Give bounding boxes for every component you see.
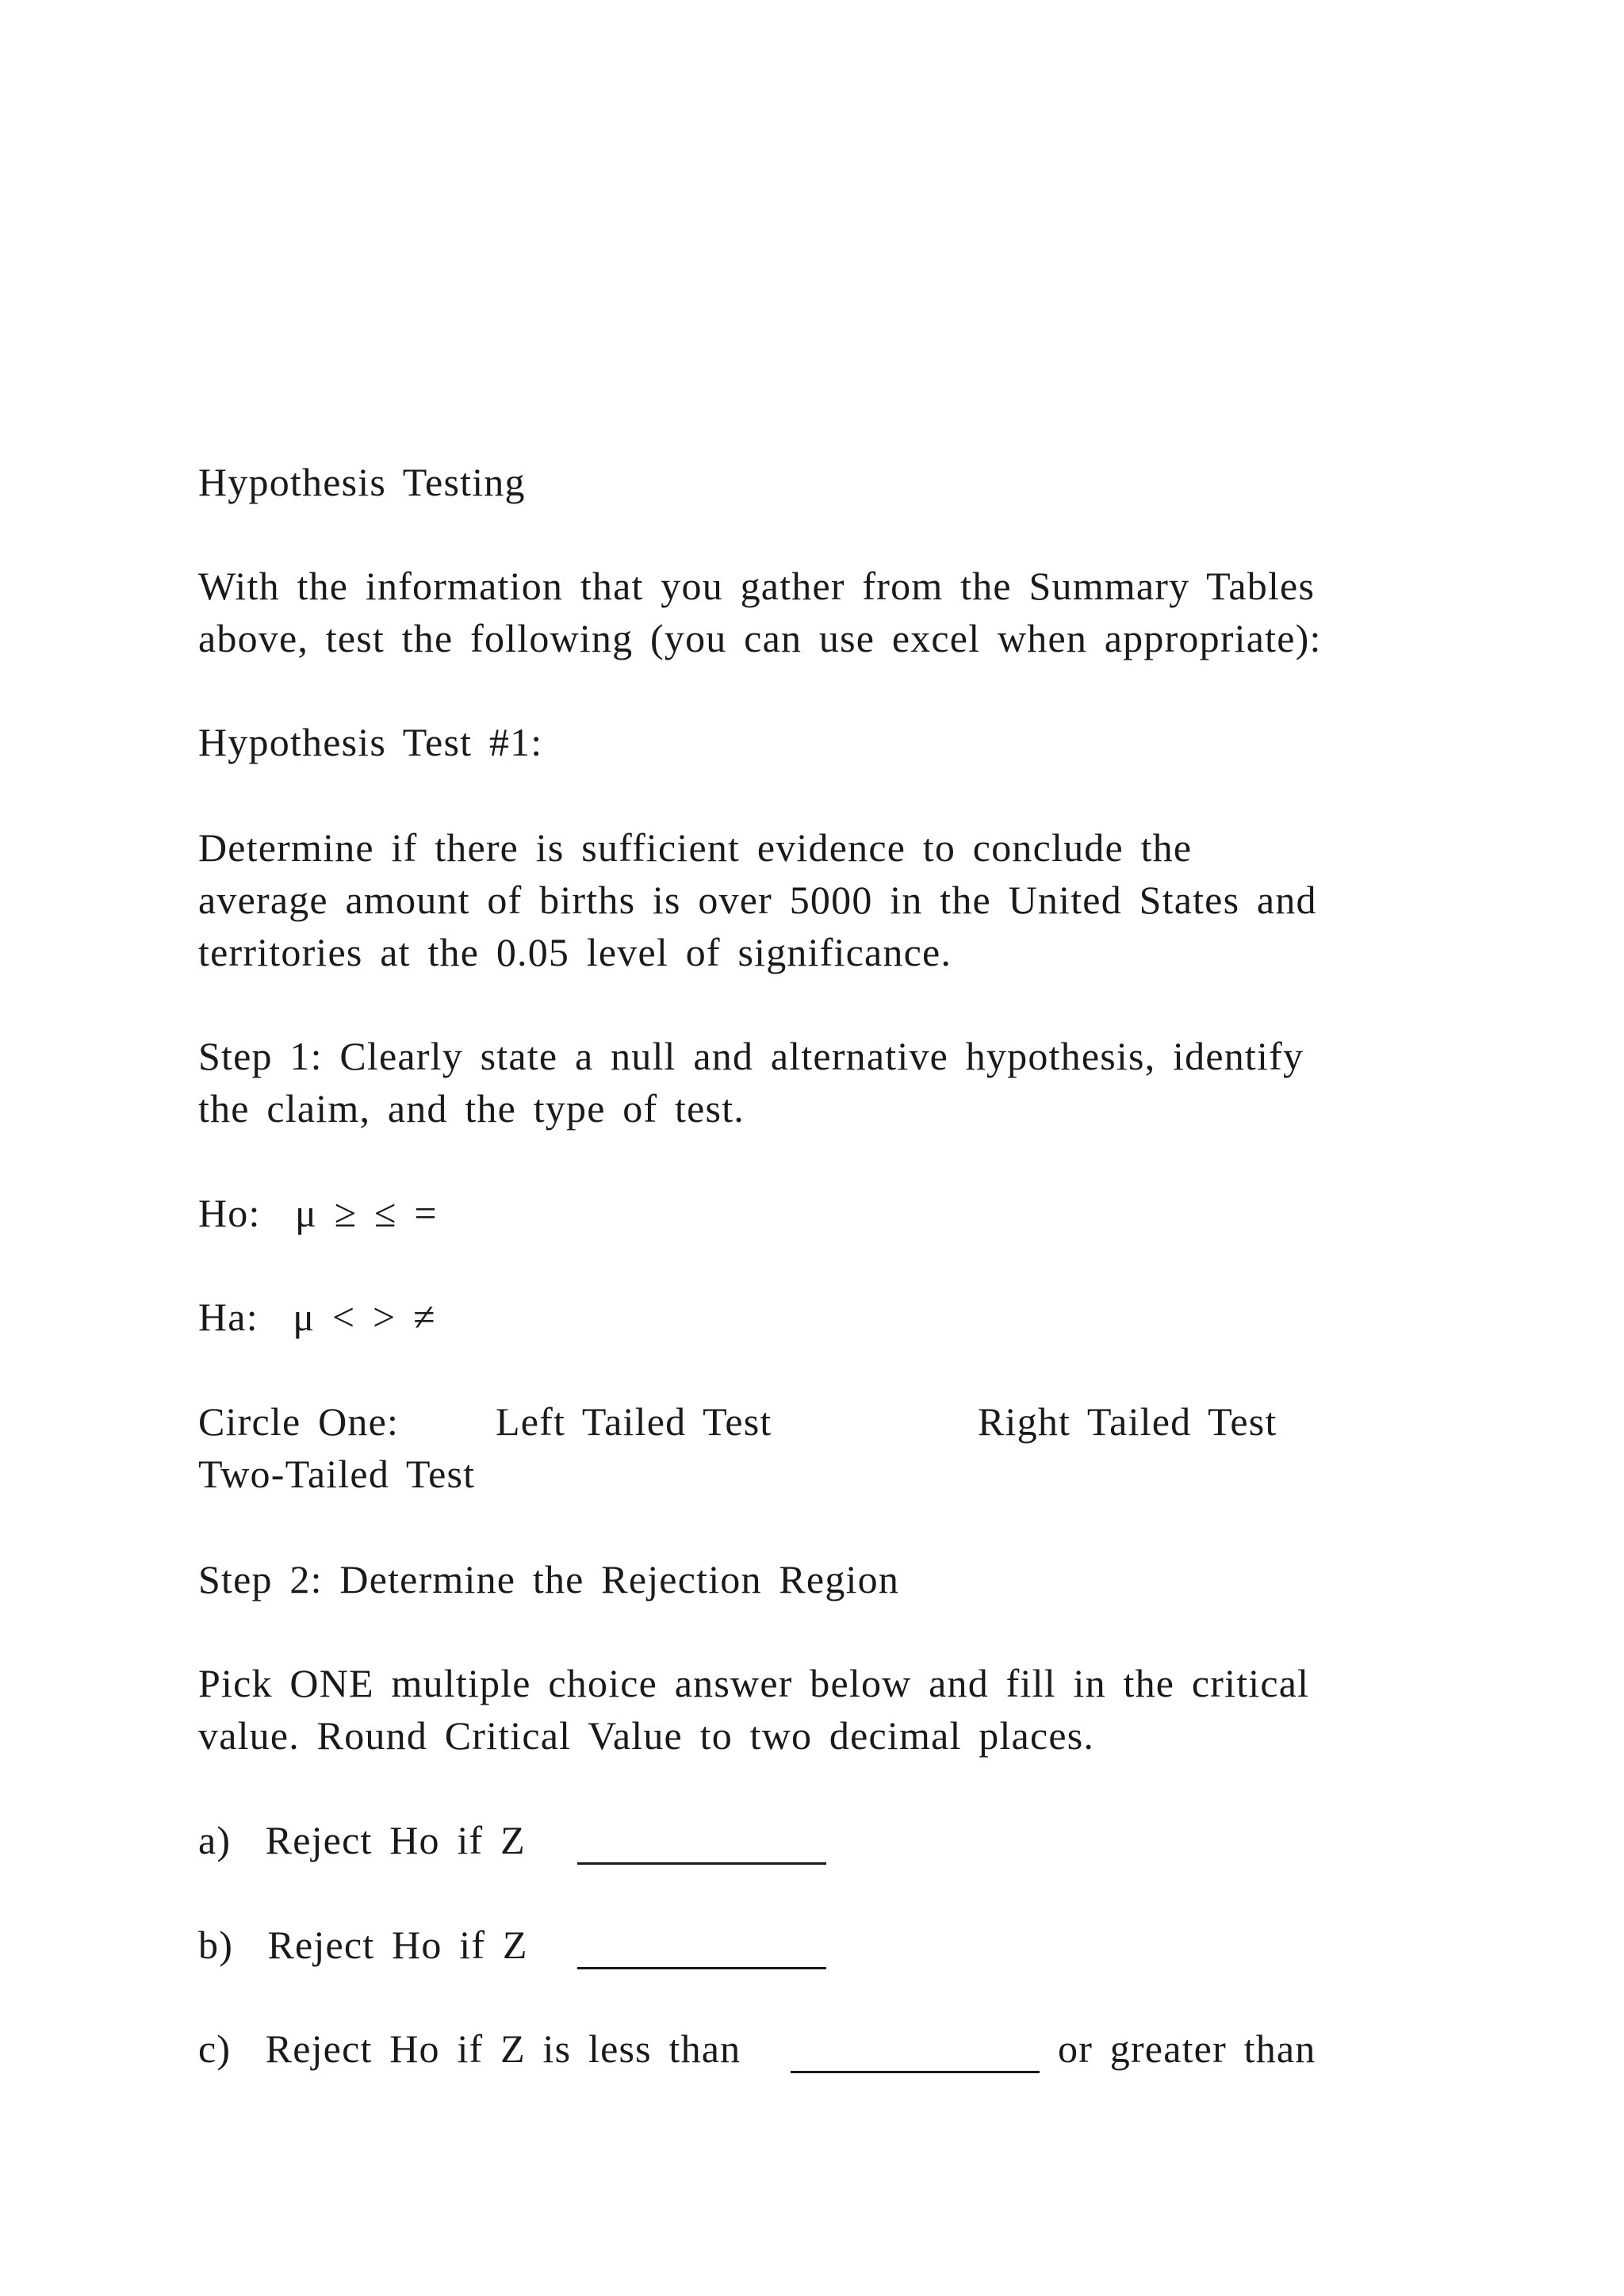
choice-a-blank[interactable] [577, 1827, 826, 1865]
choice-a: a) Reject Ho if Z [198, 1818, 526, 1862]
pick-line-2: value. Round Critical Value to two decimal places. [198, 1713, 1095, 1758]
step2-heading: Step 2: Determine the Rejection Region [198, 1557, 900, 1601]
option-right-tailed[interactable]: Right Tailed Test [978, 1399, 1277, 1444]
question-line-2: average amount of births is over 5000 in the United States and [198, 878, 1317, 922]
choice-c-prefix: c) Reject Ho if Z is less than [198, 2026, 741, 2071]
question-line-3: territories at the 0.05 level of significance. [198, 930, 952, 974]
choice-b: b) Reject Ho if Z [198, 1923, 528, 1967]
option-two-tailed[interactable]: Two-Tailed Test [198, 1452, 476, 1496]
choice-b-blank[interactable] [577, 1932, 826, 1969]
intro-line-2: above, test the following (you can use excel when appropriate): [198, 616, 1322, 660]
alt-hypothesis: Ha: μ < > ≠ [198, 1295, 436, 1339]
circle-one-label: Circle One: [198, 1399, 400, 1444]
question-line-1: Determine if there is sufficient evidence to conclude the [198, 825, 1193, 870]
step1-line-1: Step 1: Clearly state a null and alternative hypothesis, identify [198, 1034, 1304, 1078]
intro-line-1: With the information that you gather from the Summary Tables [198, 564, 1316, 608]
choice-c-blank[interactable] [791, 2036, 1040, 2073]
test-heading: Hypothesis Test #1: [198, 720, 543, 764]
doc-title: Hypothesis Testing [198, 460, 526, 504]
pick-line-1: Pick ONE multiple choice answer below and fill in the critical [198, 1661, 1310, 1705]
choice-c-suffix: or greater than [1058, 2026, 1316, 2071]
option-left-tailed[interactable]: Left Tailed Test [496, 1399, 772, 1444]
step1-line-2: the claim, and the type of test. [198, 1086, 745, 1131]
null-hypothesis: Ho: μ ≥ ≤ = [198, 1191, 438, 1235]
